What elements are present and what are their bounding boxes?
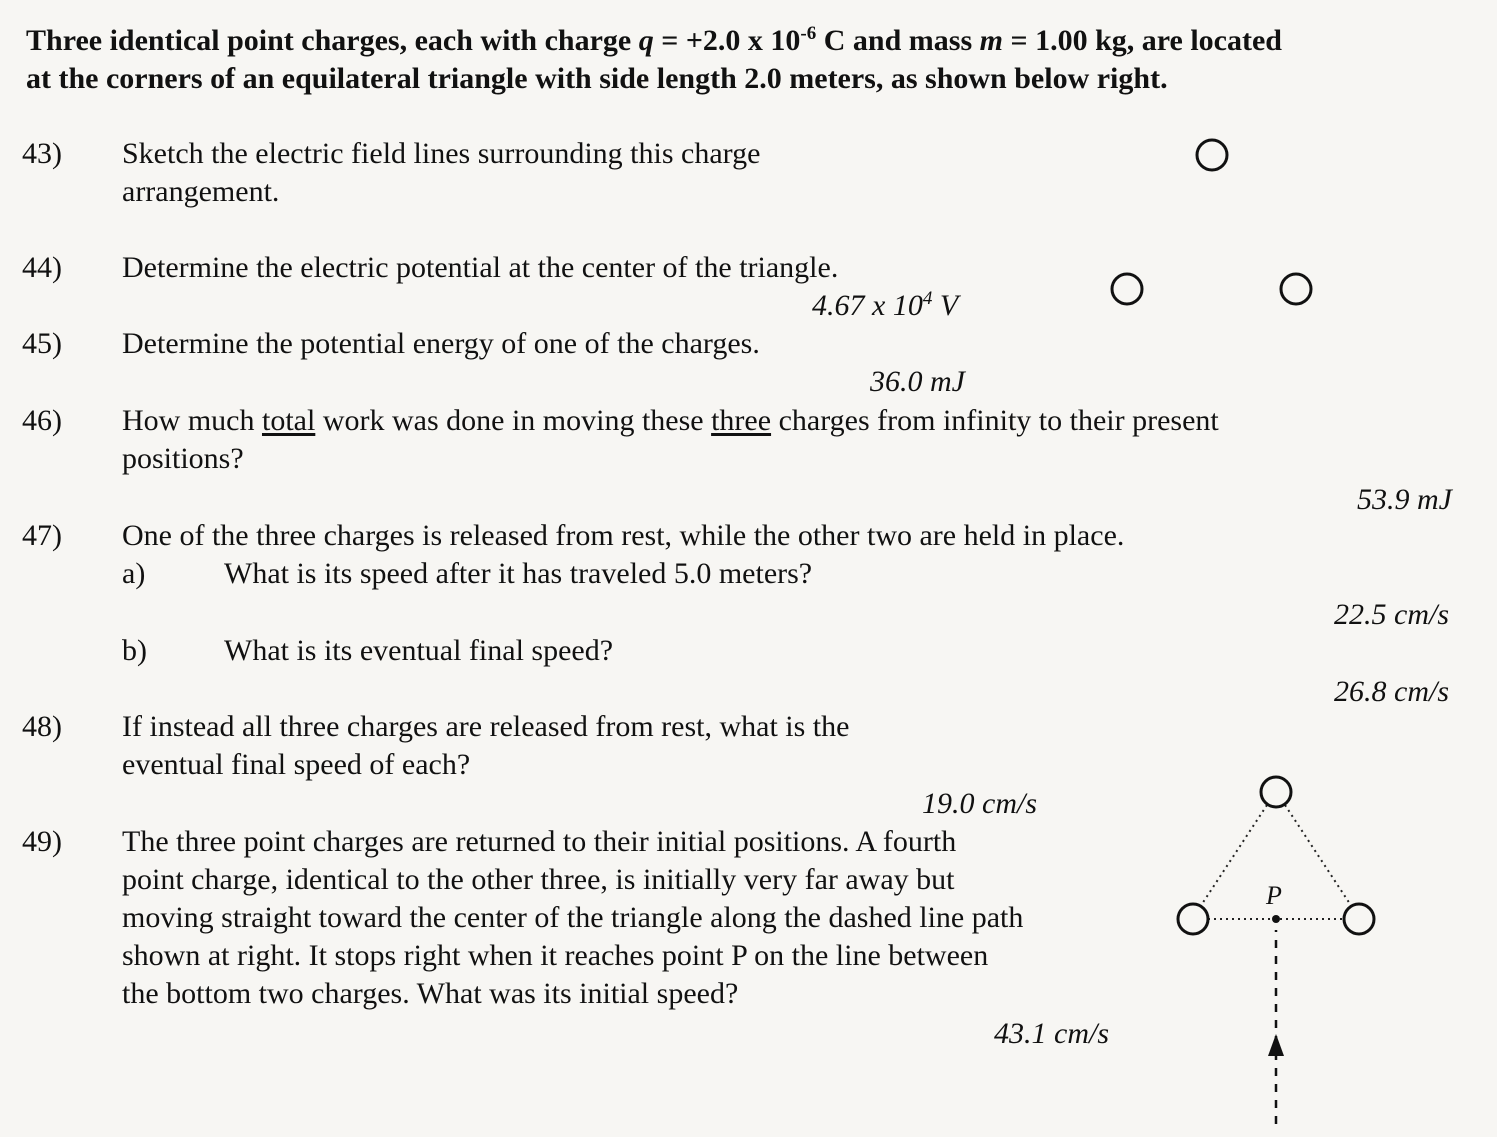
q49-figure [1178, 777, 1374, 1124]
charge-bottom-left-q49 [1178, 904, 1208, 934]
charge-triangle-figure [1112, 140, 1311, 304]
question-47a-label: a) [122, 557, 146, 590]
question-44-text: Determine the electric potential at the center of the triangle. [122, 251, 839, 284]
intro-line-2: at the corners of an equilateral triangle with side length 2.0 meters, as shown below right. [26, 62, 1168, 95]
answer-47b: 26.8 cm/s [1334, 675, 1449, 708]
intro-line-1: Three identical point charges, each with charge q = +2.0 x $10^{-6}$ C and mass m = 1.00 kg, are located [26, 23, 1282, 57]
question-49-text: The three point charges are returned to their initial positions. A fourth point charge, identical to the other three, is initially very far away but moving straight toward the center of the triangle along the dashed line path shown at right. It stops right when it reaches point P on the line between the bottom two charges. What was its initial speed? [122, 825, 1024, 1010]
question-49-number: 49) [22, 825, 62, 858]
point-p-dot [1272, 915, 1280, 923]
answer-46: 53.9 mJ [1357, 483, 1452, 516]
triangle-side-left [1200, 805, 1267, 907]
answer-48: 19.0 cm/s [922, 787, 1037, 820]
question-47b-text: What is its eventual final speed? [224, 634, 614, 667]
question-47-number: 47) [22, 519, 62, 552]
charge-bottom-left [1112, 274, 1142, 304]
question-44-number: 44) [22, 251, 62, 284]
question-43-text: Sketch the electric field lines surrounding this charge arrangement. [122, 137, 761, 208]
answer-47a: 22.5 cm/s [1334, 598, 1449, 631]
triangle-side-right [1285, 805, 1352, 907]
question-46-number: 46) [22, 404, 62, 437]
question-48-text: If instead all three charges are released from rest, what is the eventual final speed of each? [122, 710, 850, 781]
charge-bottom-right [1281, 274, 1311, 304]
answer-45: 36.0 mJ [870, 365, 965, 398]
question-46-text: How much total work was done in moving these three charges from infinity to their present positions? [122, 404, 1219, 475]
question-48-number: 48) [22, 710, 62, 743]
path-arrow-icon [1268, 1034, 1284, 1056]
answer-44: 4.67 x $10^4$ V [812, 288, 959, 322]
charge-top [1197, 140, 1227, 170]
charge-bottom-right-q49 [1344, 904, 1374, 934]
question-43-number: 43) [22, 137, 62, 170]
charge-top-q49 [1261, 777, 1291, 807]
question-45-number: 45) [22, 327, 62, 360]
point-p-label: P [1266, 881, 1282, 910]
question-45-text: Determine the potential energy of one of the charges. [122, 327, 760, 360]
question-47a-text: What is its speed after it has traveled 5.0 meters? [224, 557, 813, 590]
answer-49: 43.1 cm/s [994, 1017, 1109, 1050]
question-47-text: One of the three charges is released from rest, while the other two are held in place. [122, 519, 1125, 552]
question-47b-label: b) [122, 634, 147, 667]
